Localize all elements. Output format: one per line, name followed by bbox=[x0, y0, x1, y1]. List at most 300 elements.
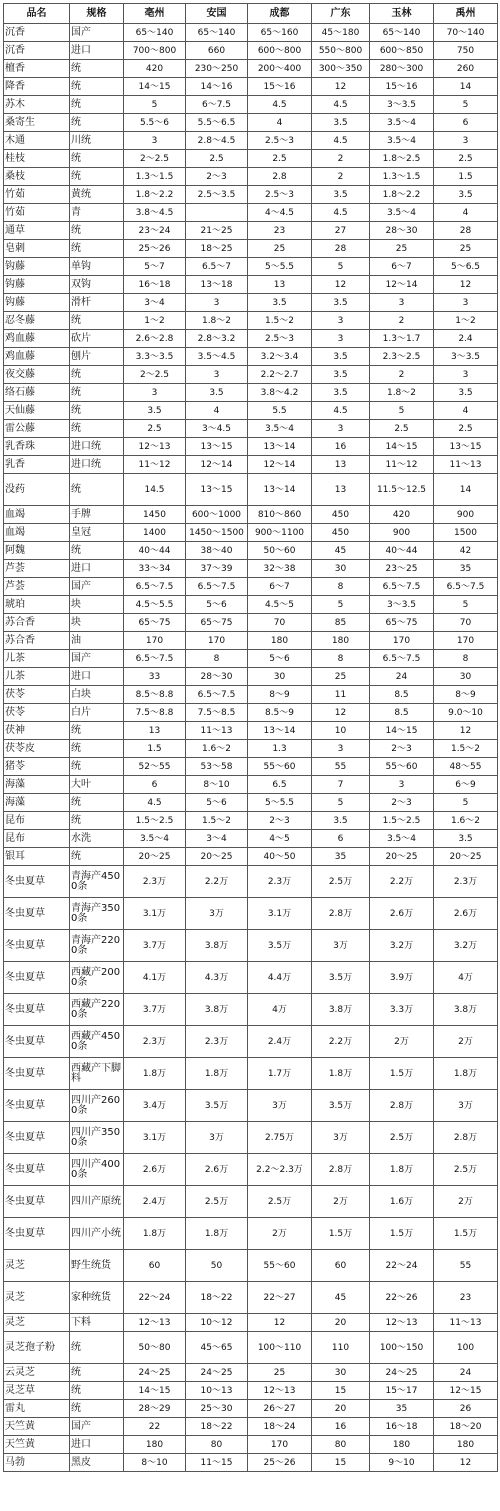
item-spec: 四川产4000条 bbox=[70, 1154, 124, 1186]
price-yuzhou: 30 bbox=[434, 668, 498, 686]
price-yulin: 3.9万 bbox=[370, 962, 434, 994]
item-spec: 单钩 bbox=[70, 258, 124, 276]
price-bozhou: 16～18 bbox=[124, 276, 186, 294]
price-guangdong: 3 bbox=[312, 420, 370, 438]
price-anguo: 1.8～2 bbox=[186, 312, 248, 330]
price-yulin: 3～3.5 bbox=[370, 96, 434, 114]
price-guangdong: 2.8万 bbox=[312, 1154, 370, 1186]
price-yuzhou: 3.2万 bbox=[434, 930, 498, 962]
price-chengdu: 12～13 bbox=[248, 1382, 312, 1400]
price-anguo: 28～30 bbox=[186, 668, 248, 686]
price-chengdu: 2.5万 bbox=[248, 1186, 312, 1218]
price-anguo: 18～22 bbox=[186, 1282, 248, 1314]
item-name: 冬虫夏草 bbox=[4, 962, 70, 994]
price-anguo: 3.5～4.5 bbox=[186, 348, 248, 366]
price-chengdu: 5～5.5 bbox=[248, 258, 312, 276]
item-name: 冬虫夏草 bbox=[4, 866, 70, 898]
price-guangdong: 7 bbox=[312, 776, 370, 794]
price-bozhou: 8.5～8.8 bbox=[124, 686, 186, 704]
item-name: 夜交藤 bbox=[4, 366, 70, 384]
item-spec: 统 bbox=[70, 168, 124, 186]
price-chengdu: 4 bbox=[248, 114, 312, 132]
price-bozhou: 700～800 bbox=[124, 42, 186, 60]
price-bozhou: 180 bbox=[124, 1436, 186, 1454]
item-spec: 统 bbox=[70, 740, 124, 758]
item-name: 雷丸 bbox=[4, 1400, 70, 1418]
price-bozhou: 24～25 bbox=[124, 1364, 186, 1382]
price-guangdong: 2 bbox=[312, 168, 370, 186]
price-yuzhou: 2.8万 bbox=[434, 1122, 498, 1154]
header-row bbox=[4, 4, 498, 24]
price-guangdong: 80 bbox=[312, 1436, 370, 1454]
item-name: 灵芝 bbox=[4, 1314, 70, 1332]
item-spec: 进口 bbox=[70, 42, 124, 60]
price-yulin: 6.5～7.5 bbox=[370, 650, 434, 668]
price-bozhou: 1.8万 bbox=[124, 1218, 186, 1250]
price-bozhou: 11～12 bbox=[124, 456, 186, 474]
item-spec: 四川产原统 bbox=[70, 1186, 124, 1218]
price-yuzhou: 3 bbox=[434, 366, 498, 384]
price-bozhou: 2.4万 bbox=[124, 1186, 186, 1218]
item-name: 血竭 bbox=[4, 524, 70, 542]
price-guangdong: 3.5 bbox=[312, 348, 370, 366]
price-guangdong: 3万 bbox=[312, 1122, 370, 1154]
item-name: 竹茹 bbox=[4, 204, 70, 222]
price-yuzhou: 8 bbox=[434, 650, 498, 668]
item-spec: 大叶 bbox=[70, 776, 124, 794]
price-yuzhou: 1.8万 bbox=[434, 1058, 498, 1090]
item-spec: 统 bbox=[70, 1332, 124, 1364]
price-guangdong: 3.5 bbox=[312, 366, 370, 384]
item-spec: 统 bbox=[70, 420, 124, 438]
item-spec: 统 bbox=[70, 1382, 124, 1400]
item-spec: 下料 bbox=[70, 1314, 124, 1332]
item-name: 乳香 bbox=[4, 456, 70, 474]
table-row bbox=[4, 384, 498, 402]
item-name: 冬虫夏草 bbox=[4, 1122, 70, 1154]
price-guangdong: 1.8万 bbox=[312, 1058, 370, 1090]
table-row bbox=[4, 866, 498, 898]
price-yuzhou: 20～25 bbox=[434, 848, 498, 866]
price-anguo: 3.8万 bbox=[186, 930, 248, 962]
table-row bbox=[4, 1454, 498, 1472]
table-row bbox=[4, 366, 498, 384]
price-guangdong: 45 bbox=[312, 542, 370, 560]
item-spec: 野生统货 bbox=[70, 1250, 124, 1282]
price-yulin: 6～7 bbox=[370, 258, 434, 276]
price-guangdong: 550～800 bbox=[312, 42, 370, 60]
price-bozhou: 12～13 bbox=[124, 438, 186, 456]
item-spec: 手牌 bbox=[70, 506, 124, 524]
price-chengdu: 12～14 bbox=[248, 456, 312, 474]
price-anguo: 3.5 bbox=[186, 384, 248, 402]
item-name: 猪苓 bbox=[4, 758, 70, 776]
table-row bbox=[4, 330, 498, 348]
price-yuzhou: 6.5～7.5 bbox=[434, 578, 498, 596]
price-yulin: 16～18 bbox=[370, 1418, 434, 1436]
item-name: 桂枝 bbox=[4, 150, 70, 168]
price-guangdong: 5 bbox=[312, 596, 370, 614]
table-row bbox=[4, 1026, 498, 1058]
price-anguo: 24～25 bbox=[186, 1364, 248, 1382]
price-yuzhou: 9.0～10 bbox=[434, 704, 498, 722]
item-name: 灵芝孢子粉 bbox=[4, 1332, 70, 1364]
price-guangdong: 35 bbox=[312, 848, 370, 866]
price-anguo: 18～25 bbox=[186, 240, 248, 258]
price-guangdong: 2 bbox=[312, 150, 370, 168]
price-yulin: 65～140 bbox=[370, 24, 434, 42]
price-anguo: 8 bbox=[186, 650, 248, 668]
price-guangdong: 2.8万 bbox=[312, 898, 370, 930]
price-yulin: 8.5 bbox=[370, 704, 434, 722]
price-chengdu: 13～14 bbox=[248, 438, 312, 456]
price-anguo: 3～4.5 bbox=[186, 420, 248, 438]
price-anguo: 25～30 bbox=[186, 1400, 248, 1418]
item-name: 通草 bbox=[4, 222, 70, 240]
price-guangdong: 11 bbox=[312, 686, 370, 704]
price-bozhou: 25～26 bbox=[124, 240, 186, 258]
price-guangdong: 300～350 bbox=[312, 60, 370, 78]
price-yulin: 1.5万 bbox=[370, 1058, 434, 1090]
price-guangdong: 20 bbox=[312, 1314, 370, 1332]
price-yulin: 12～13 bbox=[370, 1314, 434, 1332]
item-spec: 四川产小统 bbox=[70, 1218, 124, 1250]
price-bozhou: 52～55 bbox=[124, 758, 186, 776]
price-bozhou: 12～13 bbox=[124, 1314, 186, 1332]
price-yuzhou: 14 bbox=[434, 474, 498, 506]
price-anguo: 6.5～7.5 bbox=[186, 578, 248, 596]
price-anguo: 4 bbox=[186, 402, 248, 420]
price-chengdu: 1.5～2 bbox=[248, 312, 312, 330]
price-guangdong: 450 bbox=[312, 506, 370, 524]
header-anguo: 安国 bbox=[186, 4, 248, 24]
price-yuzhou: 3 bbox=[434, 294, 498, 312]
table-row bbox=[4, 524, 498, 542]
price-bozhou: 40～44 bbox=[124, 542, 186, 560]
price-chengdu: 25 bbox=[248, 1364, 312, 1382]
price-yulin: 11～12 bbox=[370, 456, 434, 474]
item-spec: 青海产3500条 bbox=[70, 898, 124, 930]
item-spec: 统 bbox=[70, 312, 124, 330]
item-spec: 统 bbox=[70, 366, 124, 384]
price-chengdu: 5～5.5 bbox=[248, 794, 312, 812]
price-bozhou: 2～2.5 bbox=[124, 150, 186, 168]
price-guangdong: 3.5 bbox=[312, 186, 370, 204]
price-yuzhou: 1.6～2 bbox=[434, 812, 498, 830]
price-yuzhou: 1500 bbox=[434, 524, 498, 542]
price-bozhou: 2～2.5 bbox=[124, 366, 186, 384]
item-name: 海藻 bbox=[4, 776, 70, 794]
price-chengdu: 4～5 bbox=[248, 830, 312, 848]
item-spec: 统 bbox=[70, 794, 124, 812]
price-anguo: 38～40 bbox=[186, 542, 248, 560]
table-row bbox=[4, 704, 498, 722]
price-guangdong: 4.5 bbox=[312, 204, 370, 222]
price-yulin: 2.5 bbox=[370, 420, 434, 438]
item-name: 降香 bbox=[4, 78, 70, 96]
table-row bbox=[4, 776, 498, 794]
price-guangdong: 3.5 bbox=[312, 294, 370, 312]
item-spec: 进口 bbox=[70, 668, 124, 686]
price-bozhou: 7.5～8.8 bbox=[124, 704, 186, 722]
price-bozhou: 28～29 bbox=[124, 1400, 186, 1418]
item-name: 桑寄生 bbox=[4, 114, 70, 132]
price-bozhou: 6.5～7.5 bbox=[124, 650, 186, 668]
item-name: 儿茶 bbox=[4, 650, 70, 668]
price-yulin: 1.5万 bbox=[370, 1218, 434, 1250]
price-yulin: 24～25 bbox=[370, 1364, 434, 1382]
header-chengdu: 成都 bbox=[248, 4, 312, 24]
table-row bbox=[4, 1250, 498, 1282]
price-guangdong: 16 bbox=[312, 438, 370, 456]
table-row bbox=[4, 204, 498, 222]
price-anguo: 37～39 bbox=[186, 560, 248, 578]
price-yulin: 22～24 bbox=[370, 1250, 434, 1282]
price-yulin: 14～15 bbox=[370, 722, 434, 740]
table-row bbox=[4, 722, 498, 740]
price-anguo: 2～3 bbox=[186, 168, 248, 186]
price-yulin: 900 bbox=[370, 524, 434, 542]
price-yulin: 3 bbox=[370, 776, 434, 794]
item-spec: 统 bbox=[70, 848, 124, 866]
price-yuzhou: 48～55 bbox=[434, 758, 498, 776]
price-yuzhou: 3.5 bbox=[434, 186, 498, 204]
price-yulin: 1.5～2.5 bbox=[370, 812, 434, 830]
price-bozhou: 4.5 bbox=[124, 794, 186, 812]
price-guangdong: 3.5万 bbox=[312, 962, 370, 994]
price-guangdong: 13 bbox=[312, 456, 370, 474]
price-yuzhou: 12～15 bbox=[434, 1382, 498, 1400]
price-yuzhou: 3～3.5 bbox=[434, 348, 498, 366]
price-chengdu: 70 bbox=[248, 614, 312, 632]
price-chengdu: 50～60 bbox=[248, 542, 312, 560]
price-yuzhou: 1.5 bbox=[434, 168, 498, 186]
item-name: 琥珀 bbox=[4, 596, 70, 614]
price-yulin: 2.5万 bbox=[370, 1122, 434, 1154]
item-spec: 西藏产2200条 bbox=[70, 994, 124, 1026]
price-anguo: 2.2万 bbox=[186, 866, 248, 898]
price-yuzhou: 1～2 bbox=[434, 312, 498, 330]
price-chengdu: 13 bbox=[248, 276, 312, 294]
item-spec: 黑皮 bbox=[70, 1454, 124, 1472]
price-bozhou: 65～75 bbox=[124, 614, 186, 632]
item-spec: 块 bbox=[70, 614, 124, 632]
price-chengdu: 3.8～4.2 bbox=[248, 384, 312, 402]
item-name: 桑枝 bbox=[4, 168, 70, 186]
price-bozhou: 1.5～2.5 bbox=[124, 812, 186, 830]
table-row bbox=[4, 1090, 498, 1122]
price-yulin: 2万 bbox=[370, 1026, 434, 1058]
price-anguo: 6.5～7 bbox=[186, 258, 248, 276]
price-guangdong: 45～180 bbox=[312, 24, 370, 42]
price-yulin: 3.5～4 bbox=[370, 204, 434, 222]
price-yuzhou: 3万 bbox=[434, 1090, 498, 1122]
price-chengdu: 180 bbox=[248, 632, 312, 650]
table-row bbox=[4, 668, 498, 686]
price-yuzhou: 6～9 bbox=[434, 776, 498, 794]
price-anguo: 3～4 bbox=[186, 830, 248, 848]
price-yuzhou: 12 bbox=[434, 276, 498, 294]
price-bozhou: 3.1万 bbox=[124, 898, 186, 930]
price-chengdu: 40～50 bbox=[248, 848, 312, 866]
table-row bbox=[4, 78, 498, 96]
price-anguo: 2.8～3.2 bbox=[186, 330, 248, 348]
item-name: 鸡血藤 bbox=[4, 330, 70, 348]
item-name: 昆布 bbox=[4, 812, 70, 830]
price-bozhou: 3.3～3.5 bbox=[124, 348, 186, 366]
price-yuzhou: 13～15 bbox=[434, 438, 498, 456]
price-guangdong: 60 bbox=[312, 1250, 370, 1282]
price-anguo: 1.8万 bbox=[186, 1218, 248, 1250]
price-chengdu: 3.5万 bbox=[248, 930, 312, 962]
price-chengdu: 2.8 bbox=[248, 168, 312, 186]
price-yuzhou: 5 bbox=[434, 596, 498, 614]
table-row bbox=[4, 456, 498, 474]
price-guangdong: 55 bbox=[312, 758, 370, 776]
item-name: 海藻 bbox=[4, 794, 70, 812]
item-spec: 四川产3500条 bbox=[70, 1122, 124, 1154]
price-anguo: 2.5万 bbox=[186, 1186, 248, 1218]
item-spec: 国产 bbox=[70, 1418, 124, 1436]
price-bozhou: 1400 bbox=[124, 524, 186, 542]
table-row bbox=[4, 1364, 498, 1382]
item-spec: 块 bbox=[70, 596, 124, 614]
price-bozhou: 60 bbox=[124, 1250, 186, 1282]
table-row bbox=[4, 132, 498, 150]
table-row bbox=[4, 1418, 498, 1436]
item-spec: 水洗 bbox=[70, 830, 124, 848]
header-name: 品名 bbox=[4, 4, 70, 24]
price-yulin: 180 bbox=[370, 1436, 434, 1454]
item-name: 灵芝 bbox=[4, 1250, 70, 1282]
price-anguo: 6～7.5 bbox=[186, 96, 248, 114]
price-bozhou: 65～140 bbox=[124, 24, 186, 42]
price-yulin: 20～25 bbox=[370, 848, 434, 866]
price-bozhou: 6 bbox=[124, 776, 186, 794]
price-yulin: 2.2万 bbox=[370, 866, 434, 898]
item-name: 冬虫夏草 bbox=[4, 1090, 70, 1122]
item-spec: 刨片 bbox=[70, 348, 124, 366]
table-row bbox=[4, 930, 498, 962]
item-spec: 双钩 bbox=[70, 276, 124, 294]
price-yulin: 24 bbox=[370, 668, 434, 686]
item-name: 没药 bbox=[4, 474, 70, 506]
table-row bbox=[4, 740, 498, 758]
price-guangdong: 30 bbox=[312, 1364, 370, 1382]
table-row bbox=[4, 186, 498, 204]
price-guangdong: 2.2万 bbox=[312, 1026, 370, 1058]
item-name: 昆布 bbox=[4, 830, 70, 848]
item-name: 阿魏 bbox=[4, 542, 70, 560]
price-guangdong: 15 bbox=[312, 1382, 370, 1400]
item-spec: 进口统 bbox=[70, 438, 124, 456]
price-guangdong: 180 bbox=[312, 632, 370, 650]
price-yuzhou: 2.3万 bbox=[434, 866, 498, 898]
table-row bbox=[4, 1122, 498, 1154]
price-bozhou: 4.5～5.5 bbox=[124, 596, 186, 614]
price-yuzhou: 260 bbox=[434, 60, 498, 78]
price-chengdu: 810～860 bbox=[248, 506, 312, 524]
price-yuzhou: 70 bbox=[434, 614, 498, 632]
item-name: 沉香 bbox=[4, 42, 70, 60]
item-spec: 统 bbox=[70, 1400, 124, 1418]
price-yuzhou: 11～13 bbox=[434, 1314, 498, 1332]
price-bozhou: 3 bbox=[124, 384, 186, 402]
item-spec: 统 bbox=[70, 222, 124, 240]
price-yulin: 1.8～2.2 bbox=[370, 186, 434, 204]
price-anguo: 5～6 bbox=[186, 794, 248, 812]
price-bozhou: 3.8～4.5 bbox=[124, 204, 186, 222]
table-row bbox=[4, 24, 498, 42]
item-spec: 统 bbox=[70, 402, 124, 420]
item-name: 云灵芝 bbox=[4, 1364, 70, 1382]
price-chengdu: 5～6 bbox=[248, 650, 312, 668]
price-anguo: 3.5万 bbox=[186, 1090, 248, 1122]
price-chengdu: 4万 bbox=[248, 994, 312, 1026]
item-name: 忍冬藤 bbox=[4, 312, 70, 330]
item-name: 钩藤 bbox=[4, 276, 70, 294]
price-yuzhou: 4万 bbox=[434, 962, 498, 994]
price-table bbox=[3, 3, 498, 1472]
table-row bbox=[4, 294, 498, 312]
price-yuzhou: 750 bbox=[434, 42, 498, 60]
item-name: 儿茶 bbox=[4, 668, 70, 686]
price-yuzhou: 5～6.5 bbox=[434, 258, 498, 276]
price-yulin: 3.5～4 bbox=[370, 114, 434, 132]
item-name: 血竭 bbox=[4, 506, 70, 524]
price-yuzhou: 55 bbox=[434, 1250, 498, 1282]
price-yulin: 6.5～7.5 bbox=[370, 578, 434, 596]
table-row bbox=[4, 542, 498, 560]
item-spec: 进口 bbox=[70, 560, 124, 578]
table-row bbox=[4, 402, 498, 420]
price-anguo: 13～15 bbox=[186, 438, 248, 456]
price-guangdong: 6 bbox=[312, 830, 370, 848]
price-anguo: 65～140 bbox=[186, 24, 248, 42]
price-bozhou: 20～25 bbox=[124, 848, 186, 866]
price-anguo: 1.6～2 bbox=[186, 740, 248, 758]
price-yulin: 35 bbox=[370, 1400, 434, 1418]
price-yuzhou: 3.8万 bbox=[434, 994, 498, 1026]
item-name: 天仙藤 bbox=[4, 402, 70, 420]
item-spec: 统 bbox=[70, 114, 124, 132]
price-guangdong: 16 bbox=[312, 1418, 370, 1436]
price-chengdu: 2.75万 bbox=[248, 1122, 312, 1154]
price-anguo: 1.8万 bbox=[186, 1058, 248, 1090]
header-yulin: 玉林 bbox=[370, 4, 434, 24]
price-yuzhou: 25 bbox=[434, 240, 498, 258]
price-bozhou: 3.7万 bbox=[124, 930, 186, 962]
price-anguo: 6.5～7.5 bbox=[186, 686, 248, 704]
price-bozhou: 5～7 bbox=[124, 258, 186, 276]
price-yuzhou: 8～9 bbox=[434, 686, 498, 704]
price-yulin: 2.3～2.5 bbox=[370, 348, 434, 366]
price-bozhou: 5 bbox=[124, 96, 186, 114]
price-chengdu: 4～4.5 bbox=[248, 204, 312, 222]
price-bozhou: 22～24 bbox=[124, 1282, 186, 1314]
price-yulin: 25 bbox=[370, 240, 434, 258]
price-anguo: 230～250 bbox=[186, 60, 248, 78]
price-yuzhou: 170 bbox=[434, 632, 498, 650]
price-chengdu: 2.5 bbox=[248, 150, 312, 168]
price-guangdong: 5 bbox=[312, 258, 370, 276]
item-spec: 统 bbox=[70, 812, 124, 830]
table-row bbox=[4, 1186, 498, 1218]
table-row bbox=[4, 560, 498, 578]
table-row bbox=[4, 114, 498, 132]
table-row bbox=[4, 1218, 498, 1250]
price-guangdong: 3.5 bbox=[312, 384, 370, 402]
